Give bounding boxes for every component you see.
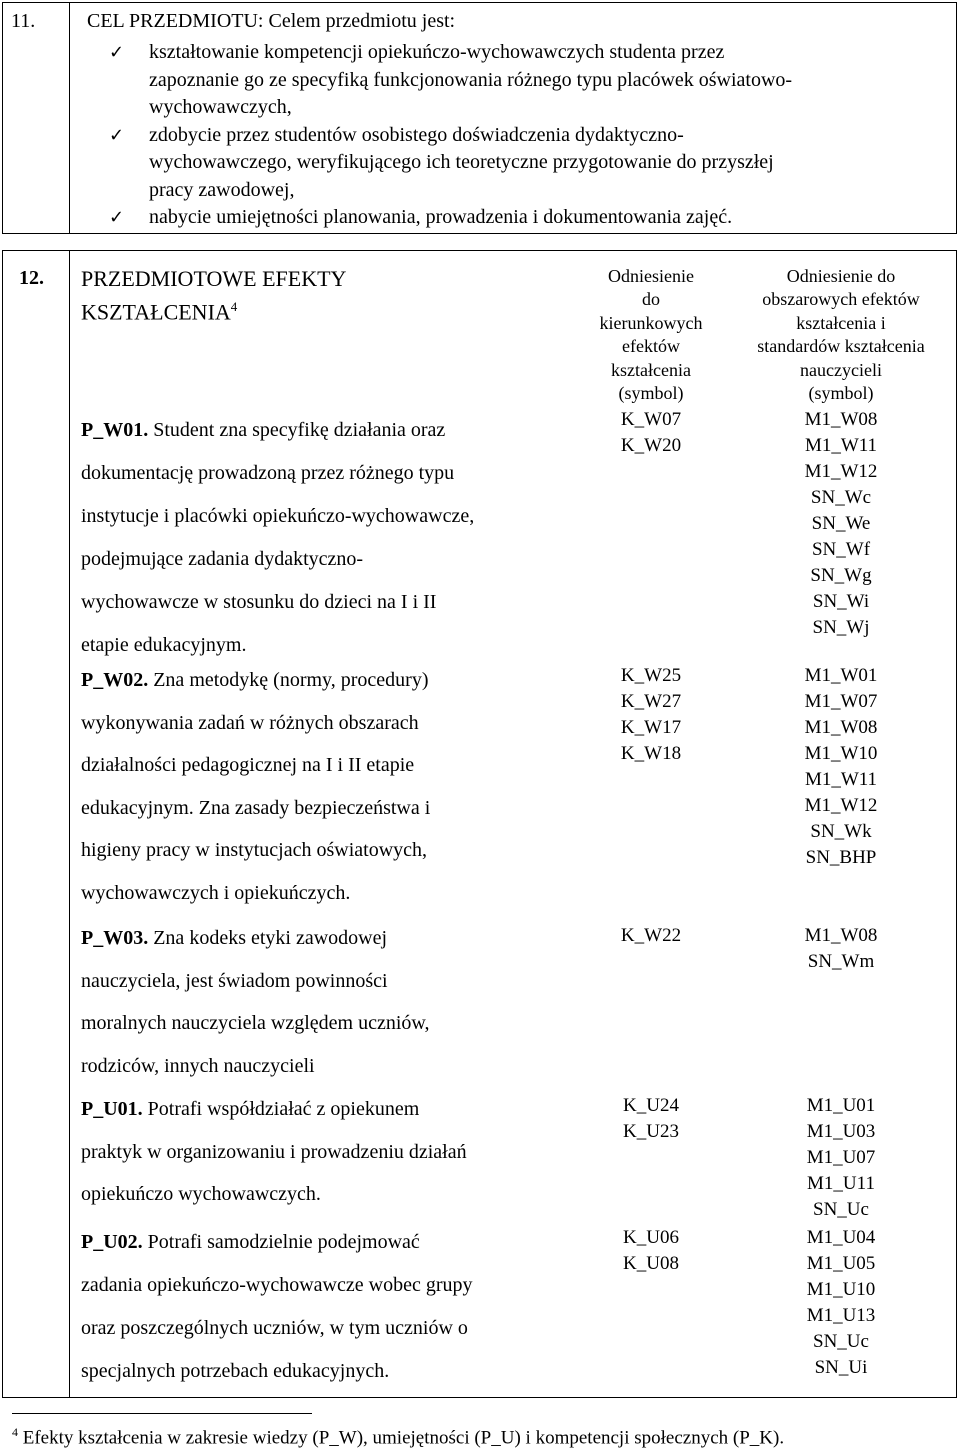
goal-line: pracy zawodowej, (149, 178, 295, 201)
code-item: SN_Wf (811, 539, 871, 560)
desc-line: zadania opiekuńczo-wychowawcze wobec grupy (81, 1274, 473, 1296)
code-item: SN_BHP (805, 847, 877, 868)
check-icon: ✓ (109, 124, 125, 146)
header-line: Odniesienie (608, 266, 694, 286)
footnote (12, 1425, 784, 1449)
code-item: M1_U05 (806, 1253, 876, 1274)
desc-line: opiekuńczo wychowawczych. (81, 1183, 321, 1206)
section-number: 12. (19, 267, 44, 289)
code-item: K_W25 (620, 665, 682, 686)
code-item: SN_Wk (810, 821, 872, 842)
effect-description (81, 659, 565, 915)
header-line: (symbol) (618, 383, 684, 404)
header-line: obszarowych efektów (762, 289, 920, 310)
obszarowe-codes (727, 1093, 955, 1223)
desc-line: wychowawcze w stosunku do dzieci na I i II (81, 591, 437, 613)
code-item: K_U08 (623, 1253, 679, 1274)
desc-line (81, 1221, 565, 1264)
effect-description (81, 1088, 565, 1216)
desc-line: higieny pracy w instytucjach oświatowych, (81, 839, 428, 862)
code-item: K_W07 (620, 409, 682, 430)
header-line: standardów kształcenia (757, 336, 925, 357)
obszarowe-codes (727, 1225, 955, 1381)
code-item: M1_W12 (804, 461, 878, 482)
desc-line: rodziców, innych nauczycieli (81, 1054, 315, 1077)
effect-code: P_U01. (81, 1098, 143, 1120)
header-line: nauczycieli (800, 359, 882, 380)
goal-line: zdobycie przez studentów osobistego doświadczenia dydaktyczno- (149, 123, 684, 146)
effect-description (81, 1221, 565, 1393)
goal-line: wychowawczego, weryfikującego ich teoretyczne przygotowanie do przyszłej (149, 151, 774, 173)
header-line: kierunkowych (599, 312, 703, 333)
desc-line: nauczyciela, jest świadom powinności (81, 969, 388, 992)
desc-line (81, 1088, 565, 1131)
desc-line (81, 917, 565, 960)
code-item: M1_U04 (806, 1227, 876, 1248)
goal-line: nabycie umiejętności planowania, prowadzenia i dokumentowania zajęć. (149, 206, 733, 228)
code-item: M1_W08 (804, 925, 878, 946)
code-item: SN_We (811, 513, 871, 534)
header-line: kształcenia i (796, 312, 886, 333)
code-item: M1_W08 (804, 717, 878, 738)
code-item: K_W17 (620, 717, 682, 738)
code-item: M1_U10 (806, 1279, 876, 1300)
header-line: do (642, 289, 660, 310)
header-line: (symbol) (808, 383, 874, 404)
header-kierunkowe (583, 265, 719, 405)
effect-code: P_W03. (81, 927, 149, 949)
desc-text: Student zna specyfikę działania oraz (153, 419, 446, 441)
desc-line: działalności pedagogicznej na I i II etapie (81, 754, 415, 777)
desc-text: Zna kodeks etyki zawodowej (153, 927, 388, 949)
section-heading: CEL PRZEDMIOTU: Celem przedmiotu jest: (87, 10, 456, 32)
check-icon: ✓ (109, 207, 125, 228)
column-divider (69, 3, 70, 233)
code-item: M1_W10 (804, 743, 878, 764)
goal-line: kształtowanie kompetencji opiekuńczo-wychowawczych studenta przez (149, 41, 725, 63)
kierunkowe-codes (583, 1093, 719, 1145)
desc-line: moralnych nauczyciela względem uczniów, (81, 1012, 430, 1035)
section-11-box (2, 2, 957, 234)
desc-line: oraz poszczególnych uczniów, w tym uczniów o (81, 1317, 468, 1339)
header-line: efektów (622, 336, 680, 357)
goal-list (109, 39, 944, 232)
code-item: M1_W01 (804, 665, 878, 686)
code-item: SN_Uc (813, 1199, 869, 1220)
desc-line: instytucje i placówki opiekuńczo-wychowawcze, (81, 505, 475, 527)
desc-text: Potrafi samodzielnie podejmować (147, 1231, 420, 1253)
kierunkowe-codes (583, 663, 719, 767)
code-item: M1_W11 (804, 435, 878, 456)
title-line (81, 293, 346, 326)
header-line: Odniesienie do (786, 266, 896, 286)
code-item: M1_W08 (804, 409, 878, 430)
footnote-marker: 4 (230, 299, 238, 314)
code-item: K_W20 (620, 435, 682, 456)
code-item: SN_Uc (813, 1331, 869, 1352)
code-item: SN_Wm (807, 951, 875, 972)
code-item: M1_U11 (807, 1173, 875, 1194)
goal-item (109, 204, 944, 232)
footnote-mark: 4 (12, 1425, 18, 1439)
column-divider (69, 251, 70, 1397)
effect-description (81, 917, 565, 1087)
section-title (81, 265, 346, 326)
code-item: M1_U03 (806, 1121, 876, 1142)
section-12-box (2, 250, 957, 1398)
check-icon: ✓ (109, 42, 125, 63)
obszarowe-codes (727, 407, 955, 641)
code-item: K_U06 (623, 1227, 679, 1248)
desc-line: etapie edukacyjnym. (81, 634, 247, 656)
goal-line: zapoznanie go ze specyfiką funkcjonowania różnego typu placówek oświatowo- (149, 68, 793, 91)
desc-text: Potrafi współdziałać z opiekunem (147, 1098, 420, 1120)
effect-code: P_W02. (81, 669, 149, 691)
desc-line: dokumentację prowadzoną przez różnego typu (81, 462, 455, 484)
code-item: SN_Wc (810, 487, 872, 508)
kierunkowe-codes (583, 407, 719, 459)
code-item: M1_U01 (806, 1095, 876, 1116)
code-item: M1_U07 (806, 1147, 876, 1168)
desc-text: Zna metodykę (normy, procedury) (153, 669, 429, 691)
code-item: K_W27 (620, 691, 682, 712)
desc-line: podejmujące zadania dydaktyczno- (81, 548, 364, 570)
goal-line: wychowawczych, (149, 96, 292, 118)
desc-line: edukacyjnym. Zna zasady bezpieczeństwa i (81, 796, 431, 819)
code-item: SN_Wj (812, 617, 870, 638)
footnote-separator (12, 1413, 312, 1414)
goal-item (109, 122, 944, 205)
header-obszarowe (727, 265, 955, 405)
desc-line (81, 659, 565, 702)
title-line: PRZEDMIOTOWE EFEKTY (81, 266, 347, 291)
code-item: K_W22 (620, 925, 682, 946)
kierunkowe-codes (583, 923, 719, 949)
code-item: M1_U13 (806, 1305, 876, 1326)
desc-line: wykonywania zadań w różnych obszarach (81, 711, 419, 734)
effect-description (81, 409, 565, 667)
code-item: M1_W12 (804, 795, 878, 816)
desc-line: specjalnych potrzebach edukacyjnych. (81, 1360, 390, 1382)
section-number: 11. (11, 10, 36, 32)
obszarowe-codes (727, 923, 955, 975)
desc-line: wychowawczych i opiekuńczych. (81, 881, 351, 904)
goal-item (109, 39, 944, 122)
code-item: SN_Wi (812, 591, 870, 612)
code-item: SN_Ui (814, 1357, 868, 1378)
code-item: K_U23 (623, 1121, 679, 1142)
obszarowe-codes (727, 663, 955, 871)
effect-code: P_U02. (81, 1231, 143, 1253)
title-text: KSZTAŁCENIA (81, 299, 231, 325)
code-item: M1_W07 (804, 691, 878, 712)
code-item: M1_W11 (804, 769, 878, 790)
footnote-text: Efekty kształcenia w zakresie wiedzy (P_W), umiejętności (P_U) i kompetencji społecznych (P_K). (22, 1427, 785, 1449)
code-item: K_U24 (623, 1095, 679, 1116)
desc-line: praktyk w organizowaniu i prowadzeniu działań (81, 1140, 467, 1163)
code-item: K_W18 (620, 743, 682, 764)
effect-code: P_W01. (81, 419, 149, 441)
header-line: kształcenia (611, 359, 691, 380)
kierunkowe-codes (583, 1225, 719, 1277)
desc-line (81, 409, 565, 452)
code-item: SN_Wg (810, 565, 872, 586)
